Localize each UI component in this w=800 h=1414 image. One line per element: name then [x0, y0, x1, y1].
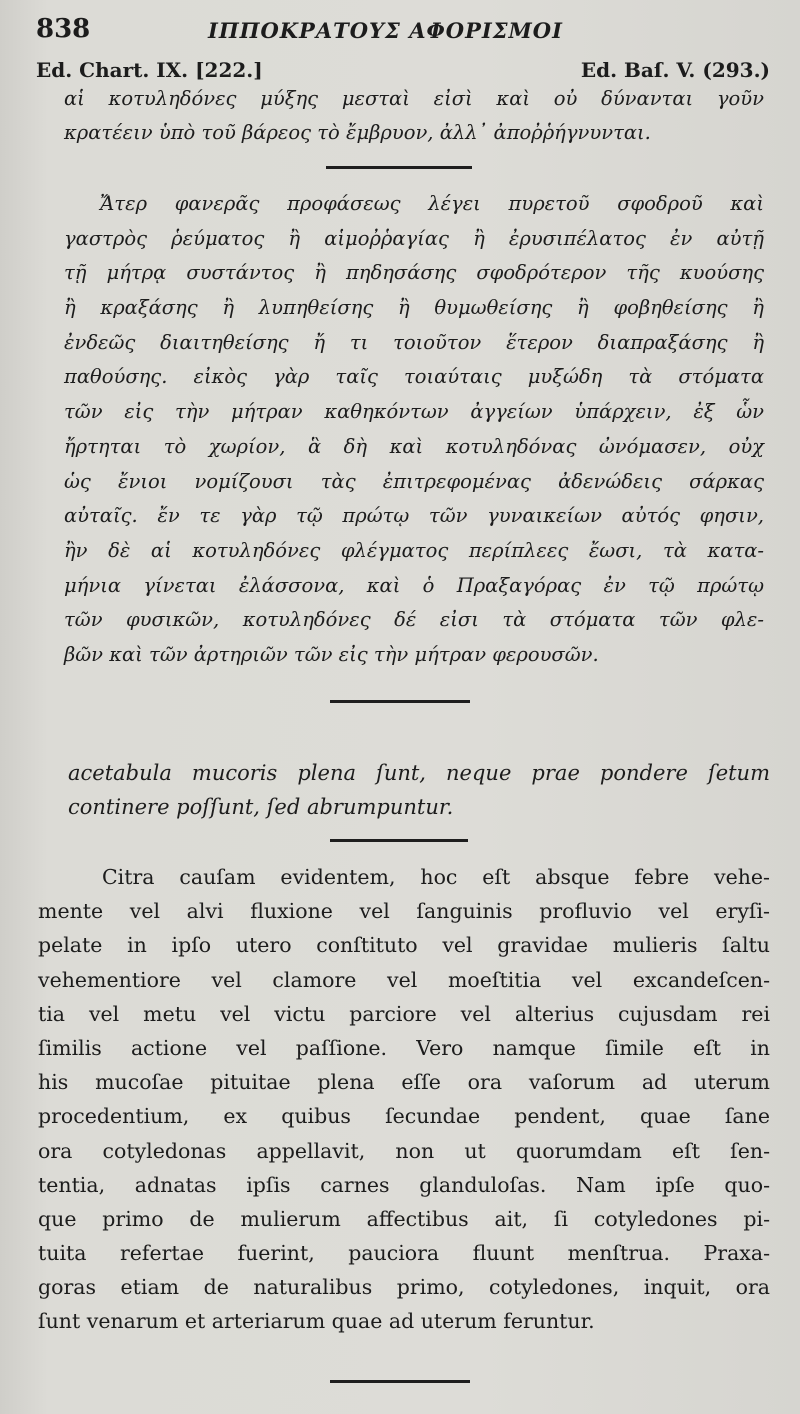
page-header	[36, 14, 774, 50]
edition-reference-left: Ed. Chart. IX. [222.]	[36, 58, 263, 82]
greek-commentary-line: ὡς ἔνιοι νομίζουσι τὰς ἐπιτρεφομένας ἀδενώδεις σάρκας	[64, 469, 764, 493]
section-divider	[326, 166, 472, 169]
latin-commentary-line: mente vel alvi fluxione vel ſanguinis profluvio vel eryſi-	[38, 899, 770, 924]
edition-reference-right: Ed. Baſ. V. (293.)	[580, 58, 770, 82]
greek-commentary-line: παθούσης. εἰκὸς γὰρ ταῖς τοιαύταις μυξώδη τὰ στόματα	[64, 365, 764, 389]
latin-commentary-line: goras etiam de naturalibus primo, cotyledones, inquit, ora	[38, 1275, 770, 1300]
latin-commentary-line: tia vel metu vel victu parciore vel alterius cujusdam rei	[38, 1001, 770, 1026]
greek-commentary-line: ἢν δὲ αἱ κοτυληδόνες φλέγματος περίπλεες ἔωσι, τὰ κατα-	[64, 538, 764, 562]
page-number: 838	[36, 14, 91, 44]
section-divider	[330, 700, 470, 703]
latin-commentary-line: procedentium, ex quibus ſecundae pendent, quae ſane	[38, 1104, 770, 1129]
latin-commentary-line: pelate in ipſo utero conſtituto vel gravidae mulieris ſaltu	[38, 933, 770, 958]
latin-commentary-line: his mucoſae pituitae plena eſſe ora vaſorum ad uterum	[38, 1070, 770, 1095]
greek-commentary-line: ἐνδεῶς διαιτηθείσης ἤ τι τοιοῦτον ἕτερον διαπραξάσης ἢ	[64, 330, 764, 354]
greek-commentary-line: Ἄτερ φανερᾶς προφάσεως λέγει πυρετοῦ σφοδροῦ καὶ	[100, 192, 764, 215]
latin-aphorism-line: acetabula mucoris plena ſunt, neque prae pondere ſetum	[68, 761, 770, 785]
greek-aphorism	[64, 82, 764, 150]
greek-commentary-line: μήνια γίνεται ἐλάσσονα, καὶ ὁ Πραξαγόρας ἐν τῷ πρώτῳ	[64, 573, 764, 597]
section-divider	[330, 839, 468, 842]
latin-commentary-line: ſunt venarum et arteriarum quae ad uterum feruntur.	[38, 1309, 595, 1334]
greek-commentary-line: τῶν φυσικῶν, κοτυληδόνες δέ εἰσι τὰ στόματα τῶν φλε-	[64, 608, 764, 632]
latin-commentary-line: que primo de mulierum affectibus ait, ſi cotyledones pi-	[38, 1206, 770, 1231]
latin-aphorism	[68, 756, 770, 824]
latin-commentary-line: tentia, adnatas ipſis carnes glanduloſas. Nam ipſe quo-	[38, 1172, 770, 1197]
greek-aphorism-line: κρατέειν ὑπὸ τοῦ βάρεος τὸ ἔμβρυον, ἀλλ᾽ ἀποῤῥήγνυνται.	[64, 121, 651, 144]
greek-commentary-line: βῶν καὶ τῶν ἀρτηριῶν τῶν εἰς τὴν μήτραν φερουσῶν.	[64, 642, 599, 666]
latin-commentary-line: ora cotyledonas appellavit, non ut quorumdam eſt ſen-	[38, 1138, 770, 1163]
latin-commentary-line: ſimilis actione vel paſſione. Vero namque ſimile eſt in	[38, 1035, 770, 1060]
greek-commentary-line: ἢ κραξάσης ἢ λυπηθείσης ἢ θυμωθείσης ἢ φοβηθείσης ἢ	[64, 296, 764, 320]
latin-commentary-line: Citra cauſam evidentem, hoc eſt absque febre vehe-	[102, 865, 770, 889]
greek-commentary-line: τῇ μήτρᾳ συστάντος ἢ πηδησάσης σφοδρότερον τῆς κυούσης	[64, 261, 764, 285]
latin-commentary-line: tuita refertae fuerint, pauciora fluunt menſtrua. Praxa-	[38, 1241, 770, 1266]
greek-commentary-line: γαστρὸς ῥεύματος ἢ αἱμοῤῥαγίας ἢ ἐρυσιπέλατος ἐν αὐτῇ	[64, 226, 764, 250]
greek-commentary-line: αὐταῖς. ἔν τε γὰρ τῷ πρώτῳ τῶν γυναικείων αὐτός φησιν,	[64, 504, 764, 528]
greek-commentary-line: ἤρτηται τὸ χωρίον, ἃ δὴ καὶ κοτυληδόνας ὠνόμασεν, οὐχ	[64, 434, 764, 458]
latin-aphorism-line: continere poſſunt, ſed abrumpuntur.	[68, 795, 454, 819]
greek-commentary-line: τῶν εἰς τὴν μήτραν καθηκόντων ἀγγείων ὑπάρχειν, ἐξ ὧν	[64, 400, 764, 424]
greek-aphorism-line: αἱ κοτυληδόνες μύξης μεσταὶ εἰσὶ καὶ οὐ δύνανται γοῦν	[64, 87, 764, 110]
latin-commentary	[38, 860, 770, 1339]
greek-commentary	[64, 187, 764, 673]
latin-commentary-line: vehementiore vel clamore vel moeſtitia vel excandeſcen-	[38, 967, 770, 992]
section-divider	[330, 1380, 470, 1383]
running-title: ΙΠΠΟΚΡΑΤΟΥΣ ΑΦΟΡΙΣΜΟΙ	[208, 18, 563, 43]
